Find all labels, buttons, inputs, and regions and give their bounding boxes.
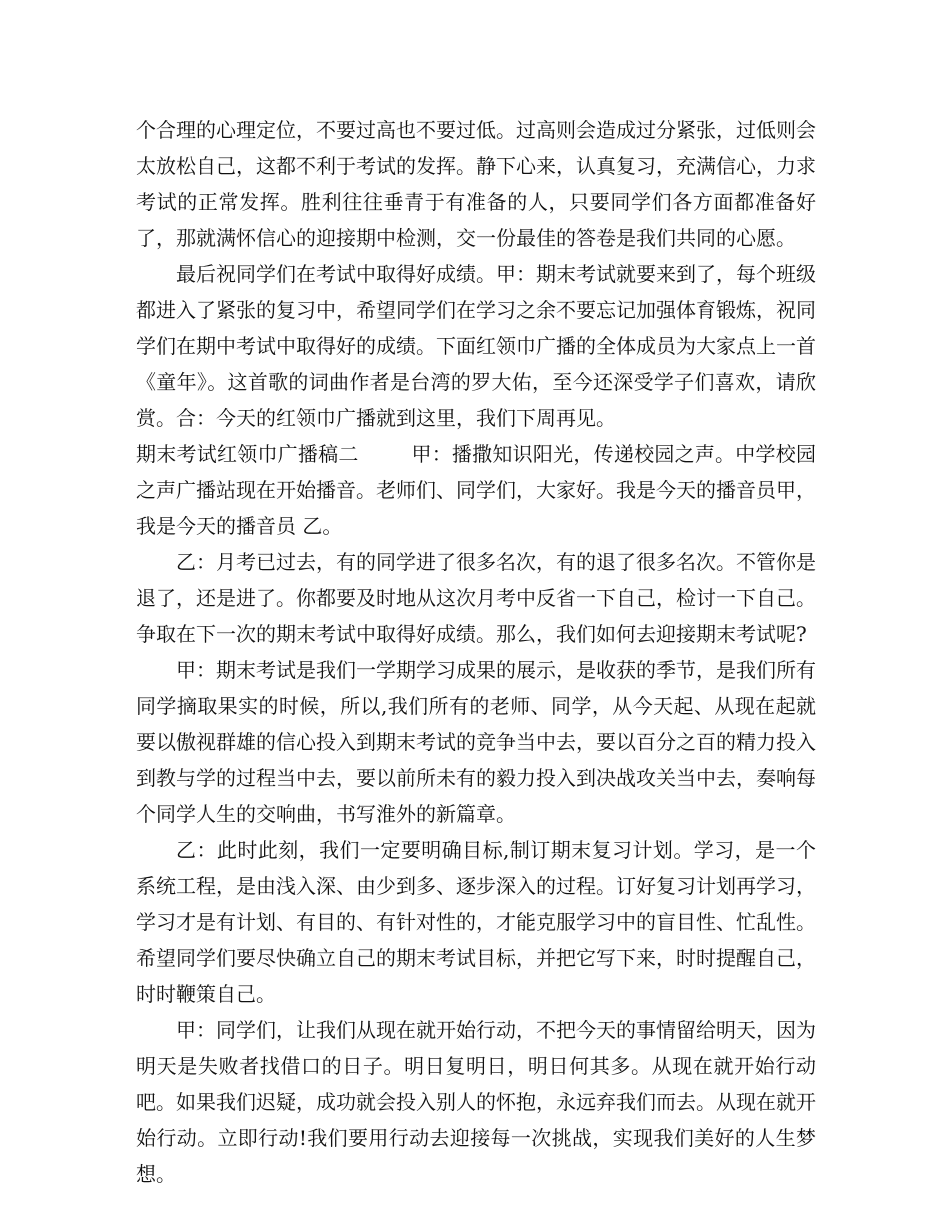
paragraph-7: 甲：同学们，让我们从现在就开始行动，不把今天的事情留给明天，因为明天是失败者找借口的日子。明日复明日，明日何其多。从现在就开始行动吧。如果我们迟疑，成功就会投入别人的怀抱，永远弃我们而去。从现在就开始行动。立即行动!我们要用行动去迎接每一次挑战，实现我们美好的人生梦想。 xyxy=(136,1018,816,1186)
section-heading: 期末考试红领巾广播稿二 xyxy=(136,442,359,466)
document-body xyxy=(136,112,816,1192)
heading-gap xyxy=(359,442,412,466)
paragraph-2: 最后祝同学们在考试中取得好成绩。甲：期末考试就要来到了，每个班级都进入了紧张的复习中，希望同学们在学习之余不要忘记加强体育锻炼，祝同学们在期中考试中取得好的成绩。下面红领巾广播的全体成员为大家点上一首《童年》。这首歌的词曲作者是台湾的罗大佑，至今还深受学子们喜欢，请欣赏。合：今天的红领巾广播就到这里，我们下周再见。 xyxy=(136,262,816,430)
paragraph-5: 甲：期末考试是我们一学期学习成果的展示，是收获的季节，是我们所有同学摘取果实的时候，所以,我们所有的老师、同学，从今天起、从现在起就要以傲视群雄的信心投入到期末考试的竞争当中去，要以百分之百的精力投入到教与学的过程当中去，要以前所未有的毅力投入到决战攻关当中去，奏响每个同学人生的交响曲，书写淮外的新篇章。 xyxy=(136,658,816,826)
paragraph-3-text: 甲：播撒知识阳光，传递校园之声。中学校园之声广播站现在开始播音。老师们、同学们，大家好。我是今天的播音员甲，我是今天的播音员 乙。 xyxy=(136,442,817,538)
paragraph-4: 乙：月考已过去，有的同学进了很多名次，有的退了很多名次。不管你是退了，还是进了。你都要及时地从这次月考中反省一下自己，检讨一下自己。争取在下一次的期末考试中取得好成绩。那么，我们如何去迎接期末考试呢? xyxy=(136,550,816,646)
paragraph-3 xyxy=(136,436,816,544)
paragraph-1: 个合理的心理定位，不要过高也不要过低。过高则会造成过分紧张，过低则会太放松自己，这都不利于考试的发挥。静下心来，认真复习，充满信心，力求考试的正常发挥。胜利往往垂青于有准备的人，只要同学们各方面都准备好了，那就满怀信心的迎接期中检测，交一份最佳的答卷是我们共同的心愿。 xyxy=(136,118,816,250)
paragraph-6: 乙：此时此刻，我们一定要明确目标,制订期末复习计划。学习，是一个系统工程，是由浅入深、由少到多、逐步深入的过程。订好复习计划再学习，学习才是有计划、有目的、有针对性的，才能克服学习中的盲目性、忙乱性。希望同学们要尽快确立自己的期末考试目标，并把它写下来，时时提醒自己，时时鞭策自己。 xyxy=(136,838,816,1006)
